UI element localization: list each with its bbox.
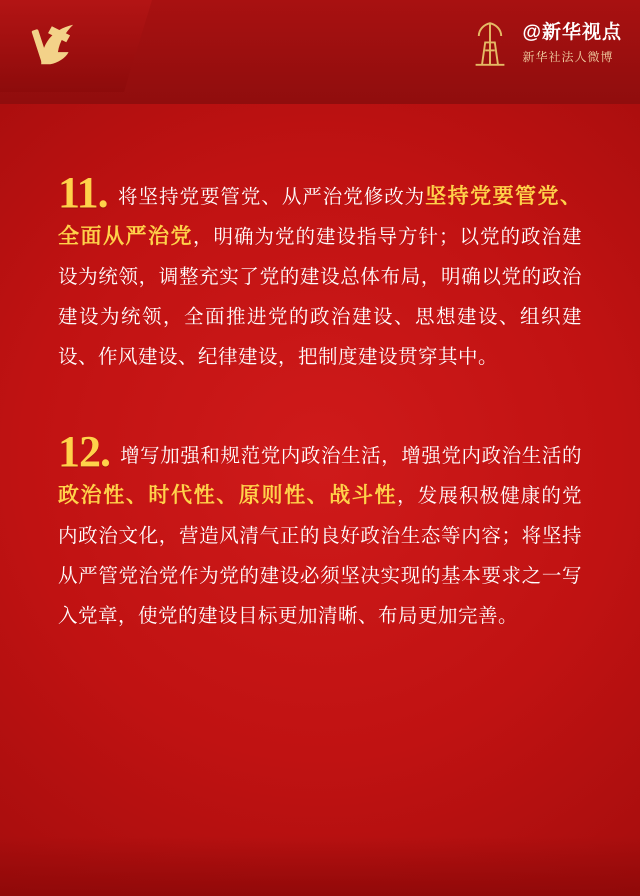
clause-text-plain-1: 将坚持党要管党、从严治党修改为 [117, 186, 426, 208]
clause-item-12 [0, 427, 640, 636]
clause-paragraph [58, 427, 582, 636]
page-header [0, 0, 640, 104]
bottom-fade [0, 836, 640, 896]
clause-item-11 [0, 168, 640, 377]
brand-block [466, 18, 622, 70]
poster-content [0, 104, 640, 896]
clause-text-highlight: 政治性、时代性、原则性、战斗性 [58, 484, 398, 507]
clause-paragraph [58, 168, 582, 377]
clause-text-plain-2: ，明确为党的建设指导方针；以党的政治建设为统领，调整充实了党的建设总体布局，明确以党的政治建设为统领，全面推进党的政治建设、思想建设、组织建设、作风建设、纪律建设，把制度建设贯穿其中。 [58, 226, 582, 368]
clause-text-plain-2: ，发展积极健康的党内政治文化，营造风清气正的良好政治生态等内容；将坚持从严管党治党作为党的建设必须坚决实现的基本要求之一写入党章，使党的建设目标更加清晰、布局更加完善。 [58, 485, 582, 627]
brand-subtitle: 新华社法人微博 [522, 49, 614, 64]
brand-title: @新华视点 [522, 22, 622, 43]
clause-text-plain-1: 增写加强和规范党内政治生活，增强党内政治生活的 [120, 445, 582, 467]
hammer-and-sickle-icon [26, 18, 102, 74]
clause-number: 12. [58, 427, 110, 476]
brand-text [522, 18, 622, 65]
xinhua-viewpoint-logo-icon [466, 18, 514, 70]
clause-number: 11. [58, 168, 108, 217]
clause-text-highlight: 坚持党要管党、全面从严治党 [58, 185, 582, 248]
